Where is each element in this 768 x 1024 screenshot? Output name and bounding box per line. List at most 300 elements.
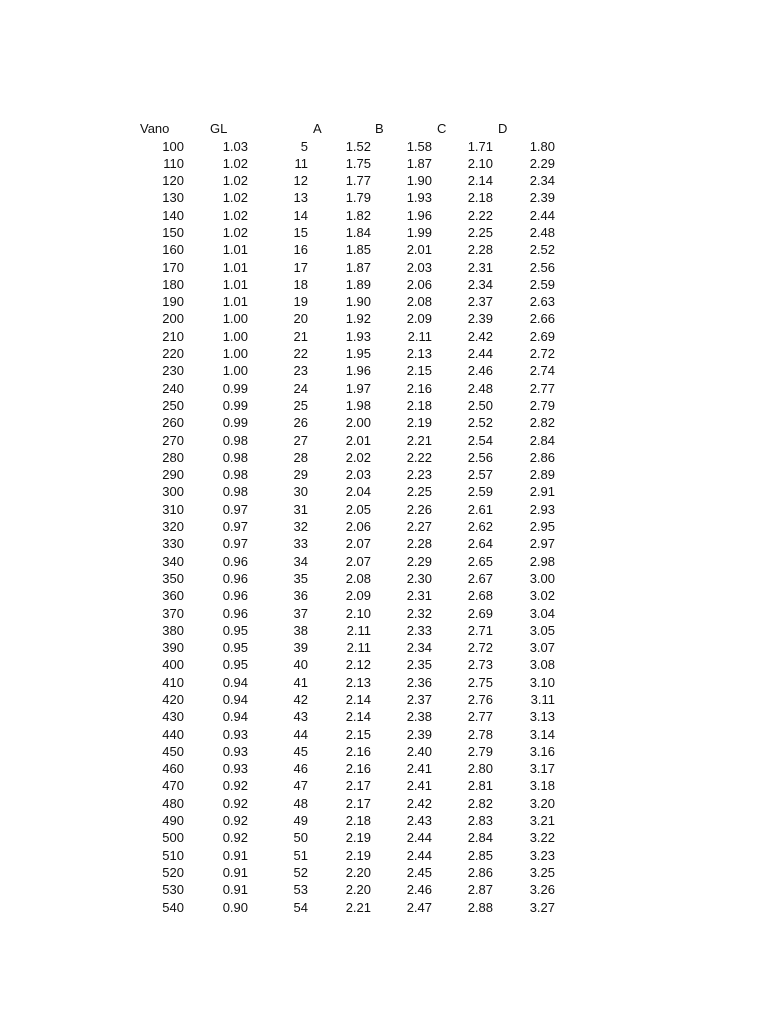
cell-vano: 390 xyxy=(162,640,184,656)
cell-b: 2.23 xyxy=(406,467,432,483)
cell-d: 2.74 xyxy=(529,363,555,379)
cell-a: 1.95 xyxy=(345,346,371,362)
header-d: D xyxy=(498,121,508,136)
cell-vano: 240 xyxy=(162,380,184,396)
cell-gl: 0.95 xyxy=(222,622,248,638)
cell-d: 2.84 xyxy=(529,432,555,448)
cell-a: 2.14 xyxy=(345,692,371,707)
table-row xyxy=(0,656,768,673)
cell-a: 2.17 xyxy=(345,778,371,794)
cell-d: 2.91 xyxy=(529,484,555,500)
cell-gl: 0.98 xyxy=(222,467,248,483)
cell-d: 3.07 xyxy=(529,640,555,656)
table-row xyxy=(0,864,768,881)
cell-c: 2.69 xyxy=(467,605,493,621)
cell-a: 2.07 xyxy=(345,553,371,569)
table-row xyxy=(0,726,768,743)
cell-gl: 0.96 xyxy=(222,588,248,604)
cell-vano: 310 xyxy=(162,501,184,517)
cell-a: 1.52 xyxy=(345,138,371,154)
cell-c: 2.28 xyxy=(467,242,493,258)
cell-c: 2.80 xyxy=(467,761,493,777)
table-row xyxy=(0,881,768,898)
cell-b: 2.15 xyxy=(406,363,432,379)
cell-index: 54 xyxy=(293,899,308,915)
cell-d: 3.10 xyxy=(529,674,555,690)
cell-c: 2.79 xyxy=(467,743,493,759)
cell-gl: 0.96 xyxy=(222,605,248,621)
table-row xyxy=(0,639,768,656)
table-row xyxy=(0,622,768,639)
cell-d: 3.13 xyxy=(529,709,555,725)
cell-d: 2.77 xyxy=(529,380,555,396)
cell-index: 20 xyxy=(293,311,308,327)
cell-index: 36 xyxy=(293,588,308,604)
cell-c: 2.59 xyxy=(467,484,493,500)
cell-gl: 0.92 xyxy=(222,795,248,811)
cell-b: 2.33 xyxy=(406,622,432,638)
cell-index: 38 xyxy=(293,622,308,638)
cell-gl: 0.92 xyxy=(222,813,248,829)
cell-a: 2.11 xyxy=(346,622,371,638)
cell-index: 39 xyxy=(293,640,308,656)
cell-d: 2.97 xyxy=(529,536,555,552)
cell-b: 1.87 xyxy=(406,155,432,171)
cell-b: 2.45 xyxy=(406,864,432,880)
cell-vano: 330 xyxy=(162,536,184,552)
cell-d: 3.05 xyxy=(529,622,555,638)
header-c: C xyxy=(437,121,447,136)
cell-c: 2.14 xyxy=(467,173,493,189)
cell-index: 34 xyxy=(293,553,308,569)
cell-index: 41 xyxy=(293,674,308,690)
cell-vano: 480 xyxy=(162,795,184,811)
cell-gl: 0.91 xyxy=(222,882,248,898)
table-row xyxy=(0,847,768,864)
cell-a: 2.21 xyxy=(345,899,371,915)
cell-index: 23 xyxy=(293,363,308,379)
cell-c: 2.75 xyxy=(467,674,493,690)
cell-vano: 360 xyxy=(162,588,184,604)
cell-d: 2.98 xyxy=(529,553,555,569)
cell-a: 2.19 xyxy=(345,830,371,846)
table-row xyxy=(0,259,768,276)
cell-gl: 0.95 xyxy=(222,640,248,656)
table-row xyxy=(0,899,768,916)
cell-gl: 1.03 xyxy=(222,138,248,154)
cell-vano: 520 xyxy=(162,864,184,880)
cell-gl: 1.02 xyxy=(222,224,248,240)
cell-c: 2.18 xyxy=(467,190,493,206)
cell-c: 2.42 xyxy=(467,328,493,344)
cell-a: 2.02 xyxy=(345,449,371,465)
cell-gl: 0.98 xyxy=(222,449,248,465)
cell-d: 2.79 xyxy=(529,397,555,413)
cell-a: 2.20 xyxy=(345,864,371,880)
cell-d: 2.93 xyxy=(529,501,555,517)
cell-b: 1.90 xyxy=(406,173,432,189)
cell-index: 5 xyxy=(300,138,308,154)
table-row xyxy=(0,380,768,397)
cell-vano: 510 xyxy=(162,847,184,863)
cell-gl: 1.00 xyxy=(222,328,248,344)
cell-d: 3.21 xyxy=(529,813,555,829)
cell-index: 47 xyxy=(293,778,308,794)
cell-c: 2.31 xyxy=(467,259,493,275)
cell-gl: 0.97 xyxy=(222,536,248,552)
cell-d: 3.04 xyxy=(529,605,555,621)
cell-c: 2.61 xyxy=(467,501,493,517)
cell-vano: 540 xyxy=(162,899,184,915)
cell-index: 30 xyxy=(293,484,308,500)
cell-vano: 170 xyxy=(162,259,184,275)
cell-a: 2.01 xyxy=(345,432,371,448)
cell-gl: 0.91 xyxy=(222,864,248,880)
cell-gl: 0.99 xyxy=(222,380,248,396)
cell-gl: 1.01 xyxy=(222,259,248,275)
table-row xyxy=(0,795,768,812)
cell-a: 2.13 xyxy=(345,674,371,690)
cell-d: 3.00 xyxy=(529,570,555,586)
cell-b: 2.29 xyxy=(406,553,432,569)
cell-a: 2.11 xyxy=(346,640,371,656)
cell-c: 2.86 xyxy=(467,864,493,880)
cell-b: 2.47 xyxy=(406,899,432,915)
cell-b: 2.32 xyxy=(406,605,432,621)
table-row xyxy=(0,518,768,535)
cell-index: 51 xyxy=(293,847,308,863)
cell-d: 2.34 xyxy=(529,173,555,189)
table-row xyxy=(0,432,768,449)
cell-index: 31 xyxy=(293,501,308,517)
cell-d: 2.56 xyxy=(529,259,555,275)
table-row xyxy=(0,605,768,622)
cell-c: 2.57 xyxy=(467,467,493,483)
table-row xyxy=(0,812,768,829)
cell-vano: 220 xyxy=(162,346,184,362)
cell-vano: 190 xyxy=(162,294,184,310)
cell-d: 1.80 xyxy=(529,138,555,154)
cell-vano: 530 xyxy=(162,882,184,898)
cell-gl: 1.02 xyxy=(222,155,248,171)
cell-c: 2.65 xyxy=(467,553,493,569)
cell-vano: 500 xyxy=(162,830,184,846)
cell-index: 12 xyxy=(293,173,308,189)
cell-d: 3.20 xyxy=(529,795,555,811)
cell-index: 11 xyxy=(294,155,308,171)
table-row xyxy=(0,553,768,570)
cell-a: 1.77 xyxy=(345,173,371,189)
cell-a: 2.05 xyxy=(345,501,371,517)
cell-vano: 490 xyxy=(162,813,184,829)
cell-index: 52 xyxy=(293,864,308,880)
cell-b: 2.09 xyxy=(406,311,432,327)
cell-b: 1.58 xyxy=(406,138,432,154)
cell-b: 2.42 xyxy=(406,795,432,811)
cell-c: 2.73 xyxy=(467,657,493,673)
cell-index: 45 xyxy=(293,743,308,759)
cell-b: 2.43 xyxy=(406,813,432,829)
cell-b: 2.31 xyxy=(406,588,432,604)
table-body xyxy=(0,138,768,916)
cell-d: 2.44 xyxy=(529,207,555,223)
cell-a: 2.07 xyxy=(345,536,371,552)
cell-c: 2.71 xyxy=(467,622,493,638)
table-row xyxy=(0,328,768,345)
cell-c: 2.68 xyxy=(467,588,493,604)
cell-d: 2.72 xyxy=(529,346,555,362)
cell-b: 1.96 xyxy=(406,207,432,223)
cell-c: 2.48 xyxy=(467,380,493,396)
table-row xyxy=(0,414,768,431)
cell-b: 2.36 xyxy=(406,674,432,690)
cell-b: 2.26 xyxy=(406,501,432,517)
cell-gl: 0.97 xyxy=(222,501,248,517)
cell-c: 2.34 xyxy=(467,276,493,292)
table-row xyxy=(0,362,768,379)
cell-vano: 250 xyxy=(162,397,184,413)
cell-index: 48 xyxy=(293,795,308,811)
cell-b: 2.34 xyxy=(406,640,432,656)
cell-vano: 430 xyxy=(162,709,184,725)
cell-b: 2.38 xyxy=(406,709,432,725)
cell-gl: 0.94 xyxy=(222,692,248,707)
cell-gl: 0.96 xyxy=(222,553,248,569)
table-row xyxy=(0,483,768,500)
cell-gl: 0.98 xyxy=(222,484,248,500)
table-row xyxy=(0,155,768,172)
cell-c: 2.62 xyxy=(467,519,493,535)
table-row xyxy=(0,743,768,760)
cell-index: 19 xyxy=(293,294,308,310)
cell-d: 2.95 xyxy=(529,519,555,535)
cell-a: 2.00 xyxy=(345,415,371,431)
cell-d: 2.48 xyxy=(529,224,555,240)
cell-c: 2.88 xyxy=(467,899,493,915)
cell-a: 1.79 xyxy=(345,190,371,206)
cell-c: 2.56 xyxy=(467,449,493,465)
cell-d: 2.52 xyxy=(529,242,555,258)
table-row xyxy=(0,172,768,189)
cell-gl: 1.02 xyxy=(222,207,248,223)
cell-b: 2.01 xyxy=(406,242,432,258)
cell-vano: 400 xyxy=(162,657,184,673)
cell-c: 2.50 xyxy=(467,397,493,413)
table-row xyxy=(0,189,768,206)
cell-index: 16 xyxy=(293,242,308,258)
cell-d: 3.11 xyxy=(530,692,555,707)
cell-b: 2.27 xyxy=(406,519,432,535)
cell-vano: 420 xyxy=(162,692,184,707)
cell-d: 2.29 xyxy=(529,155,555,171)
cell-vano: 450 xyxy=(162,743,184,759)
cell-b: 2.44 xyxy=(406,847,432,863)
cell-index: 29 xyxy=(293,467,308,483)
cell-index: 21 xyxy=(293,328,308,344)
cell-c: 2.87 xyxy=(467,882,493,898)
table-row xyxy=(0,310,768,327)
cell-a: 1.92 xyxy=(345,311,371,327)
cell-d: 2.59 xyxy=(529,276,555,292)
cell-vano: 350 xyxy=(162,570,184,586)
table-row xyxy=(0,570,768,587)
header-gl: GL xyxy=(210,121,228,136)
table-row xyxy=(0,760,768,777)
cell-c: 2.81 xyxy=(467,778,493,794)
cell-a: 1.89 xyxy=(345,276,371,292)
cell-gl: 0.98 xyxy=(222,432,248,448)
table-row xyxy=(0,345,768,362)
cell-a: 2.18 xyxy=(345,813,371,829)
cell-b: 1.99 xyxy=(406,224,432,240)
cell-d: 2.86 xyxy=(529,449,555,465)
cell-c: 2.72 xyxy=(467,640,493,656)
cell-gl: 0.92 xyxy=(222,778,248,794)
cell-vano: 260 xyxy=(162,415,184,431)
cell-d: 2.89 xyxy=(529,467,555,483)
cell-gl: 0.94 xyxy=(222,674,248,690)
cell-b: 2.08 xyxy=(406,294,432,310)
cell-vano: 160 xyxy=(162,242,184,258)
cell-index: 27 xyxy=(293,432,308,448)
cell-b: 2.18 xyxy=(406,397,432,413)
cell-c: 2.22 xyxy=(467,207,493,223)
table-row xyxy=(0,535,768,552)
cell-index: 14 xyxy=(293,207,308,223)
cell-index: 49 xyxy=(293,813,308,829)
cell-b: 2.30 xyxy=(406,570,432,586)
cell-a: 2.15 xyxy=(345,726,371,742)
cell-gl: 1.00 xyxy=(222,311,248,327)
cell-index: 18 xyxy=(293,276,308,292)
cell-d: 3.23 xyxy=(529,847,555,863)
cell-gl: 0.90 xyxy=(222,899,248,915)
cell-gl: 1.02 xyxy=(222,173,248,189)
cell-gl: 0.93 xyxy=(222,743,248,759)
cell-b: 2.06 xyxy=(406,276,432,292)
cell-d: 3.17 xyxy=(529,761,555,777)
cell-gl: 0.91 xyxy=(222,847,248,863)
cell-vano: 140 xyxy=(162,207,184,223)
cell-vano: 100 xyxy=(162,138,184,154)
cell-d: 3.25 xyxy=(529,864,555,880)
cell-b: 2.41 xyxy=(406,761,432,777)
cell-vano: 300 xyxy=(162,484,184,500)
cell-vano: 290 xyxy=(162,467,184,483)
cell-vano: 320 xyxy=(162,519,184,535)
cell-c: 2.77 xyxy=(467,709,493,725)
cell-vano: 380 xyxy=(162,622,184,638)
table-row xyxy=(0,691,768,708)
cell-vano: 150 xyxy=(162,224,184,240)
cell-c: 2.78 xyxy=(467,726,493,742)
cell-a: 1.82 xyxy=(345,207,371,223)
cell-b: 2.35 xyxy=(406,657,432,673)
cell-b: 2.44 xyxy=(406,830,432,846)
cell-b: 2.22 xyxy=(406,449,432,465)
table-row xyxy=(0,449,768,466)
cell-d: 3.02 xyxy=(529,588,555,604)
cell-gl: 1.01 xyxy=(222,242,248,258)
cell-c: 2.64 xyxy=(467,536,493,552)
cell-c: 2.44 xyxy=(467,346,493,362)
cell-d: 2.69 xyxy=(529,328,555,344)
table-row xyxy=(0,829,768,846)
cell-a: 1.98 xyxy=(345,397,371,413)
cell-b: 1.93 xyxy=(406,190,432,206)
cell-index: 17 xyxy=(293,259,308,275)
cell-index: 37 xyxy=(293,605,308,621)
cell-gl: 0.94 xyxy=(222,709,248,725)
header-vano: Vano xyxy=(140,121,170,136)
cell-c: 2.54 xyxy=(467,432,493,448)
cell-a: 1.87 xyxy=(345,259,371,275)
cell-a: 1.97 xyxy=(345,380,371,396)
cell-vano: 200 xyxy=(162,311,184,327)
cell-d: 3.22 xyxy=(529,830,555,846)
cell-index: 43 xyxy=(293,709,308,725)
cell-index: 28 xyxy=(293,449,308,465)
cell-c: 2.76 xyxy=(467,692,493,707)
cell-a: 2.16 xyxy=(345,761,371,777)
cell-a: 2.17 xyxy=(345,795,371,811)
cell-b: 2.25 xyxy=(406,484,432,500)
cell-a: 2.16 xyxy=(345,743,371,759)
table-row xyxy=(0,241,768,258)
cell-gl: 0.93 xyxy=(222,761,248,777)
cell-index: 33 xyxy=(293,536,308,552)
cell-index: 24 xyxy=(293,380,308,396)
cell-a: 2.03 xyxy=(345,467,371,483)
table-row xyxy=(0,674,768,691)
cell-a: 1.90 xyxy=(345,294,371,310)
cell-index: 53 xyxy=(293,882,308,898)
table-row xyxy=(0,138,768,155)
cell-b: 2.21 xyxy=(406,432,432,448)
cell-index: 44 xyxy=(293,726,308,742)
cell-b: 2.46 xyxy=(406,882,432,898)
cell-a: 2.12 xyxy=(345,657,371,673)
cell-index: 32 xyxy=(293,519,308,535)
cell-vano: 180 xyxy=(162,276,184,292)
cell-vano: 280 xyxy=(162,449,184,465)
cell-vano: 340 xyxy=(162,553,184,569)
cell-index: 35 xyxy=(293,570,308,586)
cell-vano: 270 xyxy=(162,432,184,448)
cell-a: 1.75 xyxy=(345,155,371,171)
cell-b: 2.11 xyxy=(407,328,432,344)
cell-b: 2.13 xyxy=(406,346,432,362)
table-row xyxy=(0,501,768,518)
table-row xyxy=(0,293,768,310)
cell-c: 2.10 xyxy=(467,155,493,171)
table-row xyxy=(0,708,768,725)
cell-gl: 0.93 xyxy=(222,726,248,742)
cell-a: 2.09 xyxy=(345,588,371,604)
cell-a: 2.19 xyxy=(345,847,371,863)
cell-b: 2.16 xyxy=(406,380,432,396)
cell-index: 42 xyxy=(293,692,308,707)
table-row xyxy=(0,466,768,483)
cell-d: 3.16 xyxy=(529,743,555,759)
cell-a: 2.04 xyxy=(345,484,371,500)
cell-a: 2.20 xyxy=(345,882,371,898)
cell-d: 3.27 xyxy=(529,899,555,915)
cell-b: 2.41 xyxy=(406,778,432,794)
cell-a: 2.06 xyxy=(345,519,371,535)
cell-vano: 460 xyxy=(162,761,184,777)
cell-gl: 0.99 xyxy=(222,415,248,431)
